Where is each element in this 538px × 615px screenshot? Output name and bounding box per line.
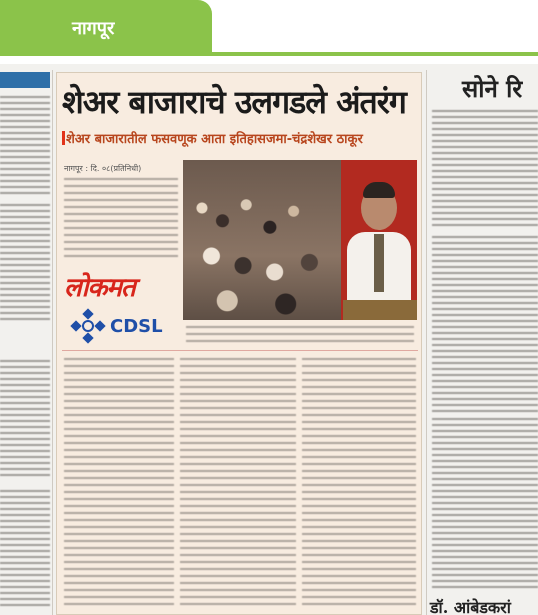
right-article-text <box>432 418 538 590</box>
article-body-column-1 <box>64 358 174 608</box>
speaker-tie <box>374 234 384 292</box>
cdsl-logo-icon <box>70 308 106 344</box>
article-headline: शेअर बाजाराचे उलगडले अंतरंग <box>62 83 406 121</box>
article-intro-text <box>64 178 178 262</box>
column-rule <box>52 70 53 615</box>
column-rule <box>426 70 427 615</box>
left-column-text <box>0 490 50 610</box>
article-dateline: नागपूर : दि. ०८(प्रतिनिधी) <box>64 164 142 173</box>
header-rule <box>0 52 538 56</box>
article-body-column-3 <box>302 358 416 608</box>
right-bottom-headline: डॉ. आंबेडकरां <box>430 598 511 615</box>
article-subhead: शेअर बाजारातील फसवणूक आता इतिहासजमा-चंद्रशेखर ठाकूर <box>66 132 363 147</box>
left-column-header-bar <box>0 72 50 88</box>
left-column-text <box>0 360 50 480</box>
right-article-text <box>432 236 538 412</box>
podium <box>343 300 417 320</box>
section-tab[interactable] <box>0 0 212 52</box>
article-divider <box>62 350 418 351</box>
article-body-column-2 <box>180 358 296 608</box>
cdsl-logo-text: CDSL <box>110 316 163 337</box>
subhead-marker <box>62 131 65 145</box>
right-article-headline: सोने रि <box>462 74 523 103</box>
left-column-text <box>0 96 50 196</box>
audience-image <box>183 160 341 320</box>
speaker-hair <box>363 182 395 198</box>
event-photo <box>183 160 417 320</box>
section-tab-label: नागपूर <box>72 18 115 39</box>
photo-caption <box>186 326 414 342</box>
right-article-text <box>432 110 538 230</box>
left-column-text <box>0 204 50 324</box>
lokmat-logo: लोकमत <box>64 273 135 303</box>
